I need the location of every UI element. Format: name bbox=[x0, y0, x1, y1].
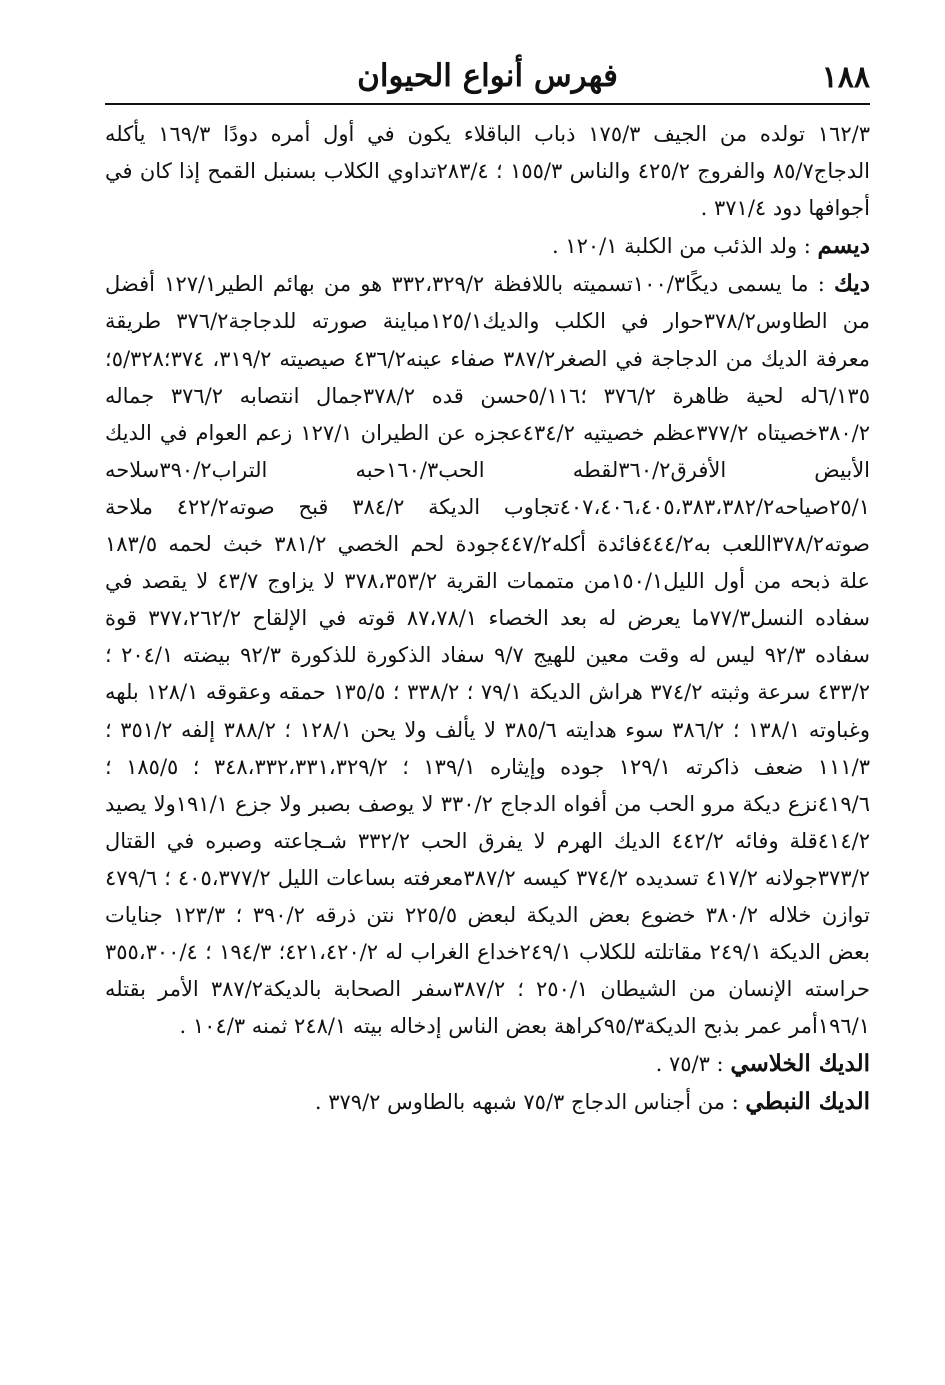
entry-text: : ٧٥/٣ . bbox=[655, 1052, 731, 1077]
entry-text: : ولد الذئب من الكلبة ١٢٠/١ . bbox=[551, 234, 818, 259]
entry-text: : ما يسمى ديكًا١٠٠/٣تسميته باللافظة ٣٣٢،٣٢٩/٢ هو من بهائم الطير١٢٧/١ أفضل من الطاوس٣٧٨/٢حوار في الكلب والديك١٢٥/١مباينة صورته للدجاجة٣٧٦/٢ طريقة معرفة الديك من الدجاجة في الصغر٣٨٧/٢ صفاء عينه٤٣٦/٢ صيصيته ٣١٩/٢، ٣٧٤؛٥/٣٢٨؛٦/١٣٥له لحية ظاهرة ٣٧٦/٢ ؛٥/١١٦حسن قده ٣٧٨/٢جمال انتصابه ٣٧٦/٢ جماله ٣٨٠/٢خصيتاه ٣٧٧/٢عظم خصيتيه ٤٣٤/٢عجزه عن الطيران ١٢٧/١ زعم العوام في الديك الأبيض الأفرق٣٦٠/٢لقطه الحب١٦٠/٣حبه التراب٣٩٠/٢سلاحه ٢٥/١صياحه٤٠٧،٤٠٦،٤٠٥،٣٨٣،٣٨٢/٢تجاوب الديكة ٣٨٤/٢ قبح صوته٤٢٢/٢ ملاحة صوته٣٧٨/٢اللعب به٤٤٤/٢فائدة أكله٤٤٧/٢جودة لحم الخصي ٣٨١/٢ خبث لحمه ١٨٣/٥ علة ذبحه من أول الليل١٥٠/١من متممات القرية ٣٧٨،٣٥٣/٢ لا يزاوج ٤٣/٧ لا يقصد في سفاده النسل٧٧/٣ما يعرض له بعد الخصاء ٨٧،٧٨/١ قوته في الإلقاح ٣٧٧،٢٦٢/٢ قوة سفاده ٩٢/٣ ليس له وقت معين للهيج ٩/٧ سفاد الذكورة للذكورة ٩٢/٣ بيضته ٢٠٤/١ ؛ ٤٣٣/٢ سرعة وثبته ٣٧٤/٢ هراش الديكة ٧٩/١ ؛ ٣٣٨/٢ ؛ ١٣٥/٥ حمقه وعقوقه ١٢٨/١ بلهه وغباوته ١٣٨/١ ؛ ٣٨٦/٢ سوء هدايته ٣٨٥/٦ لا يألف ولا يحن ١٢٨/١ ؛ ٣٨٨/٢ إلفه ٣٥١/٢ ؛ ١١١/٣ ضعف ذاكرته ١٢٩/١ جوده وإيثاره ١٣٩/١ ؛ ٣٤٨،٣٣٢،٣٣١،٣٢٩/٢ ؛ ١٨٥/٥ ؛ ٤١٩/٦نزع ديكة مرو الحب من أفواه الدجاج ٣٣٠/٢ لا يوصف بصبر ولا جزع ١٩١/١ولا يصيد ٤١٤/٢قلة وفائه ٤٤٢/٢ الديك الهرم لا يفرق الحب ٣٣٢/٢ شـجاعته وصبره في القتال ٣٧٣/٢جولانه ٤١٧/٢ تسديده ٣٧٤/٢ كيسه ٣٨٧/٢معرفته بساعات الليل ٤٠٥،٣٧٧/٢ ؛ ٤٧٩/٦ توازن خلاله ٣٨٠/٢ خضوع بعض الديكة لبعض ٢٢٥/٥ نتن ذرقه ٣٩٠/٢ ؛ ١٢٣/٣ جنايات بعض الديكة ٢٤٩/١ مقاتلته للكلاب ٢٤٩/١خداع الغراب له ٤٢١،٤٢٠/٢؛ ١٩٤/٣ ؛ ٣٥٥،٣٠٠/٤ حراسته الإنسان من الشيطان ٢٥٠/١ ؛ ٣٨٧/٢سفر الصحابة بالديكة٣٨٧/٢ الأمر بقتله ١٩٦/١أمر عمر بذبح الديكة٩٥/٣كراهة بعض الناس إدخاله بيته ٢٤٨/١ ثمنه ١٠٤/٣ . bbox=[105, 272, 871, 1039]
index-entry-daysam bbox=[105, 227, 870, 265]
entry-headword: ديسم bbox=[817, 232, 870, 260]
entry-text: : من أجناس الدجاج ٧٥/٣ شبهه بالطاوس ٣٧٩/٢ . bbox=[314, 1090, 746, 1115]
index-entry-flies-continued bbox=[105, 116, 870, 227]
index-entry-rooster bbox=[105, 265, 870, 1045]
entry-headword: الديك النبطي bbox=[745, 1088, 870, 1116]
entry-headword: ديك bbox=[833, 270, 870, 298]
index-entry-khilasi-rooster bbox=[105, 1045, 870, 1083]
page-number: ١٨٨ bbox=[821, 60, 870, 95]
page-title: فهرس أنواع الحيوان bbox=[357, 58, 618, 94]
entry-headword: الديك الخلاسي bbox=[730, 1050, 870, 1078]
index-body bbox=[105, 116, 870, 1122]
header-rule bbox=[105, 103, 870, 105]
entry-text: ١٦٢/٣ تولده من الجيف ١٧٥/٣ ذباب الباقلاء يكون في أول أمره دودًا ١٦٩/٣ يأكله الدجاج٨٥/٧ والفروج ٤٢٥/٢ والناس ١٥٥/٣ ؛ ٢٨٣/٤تداوي الكلاب بسنبل القمح إذا كان في أجوافها دود ٣٧١/٤ . bbox=[105, 122, 870, 221]
index-entry-nabati-rooster bbox=[105, 1083, 870, 1121]
page-header bbox=[105, 52, 870, 102]
